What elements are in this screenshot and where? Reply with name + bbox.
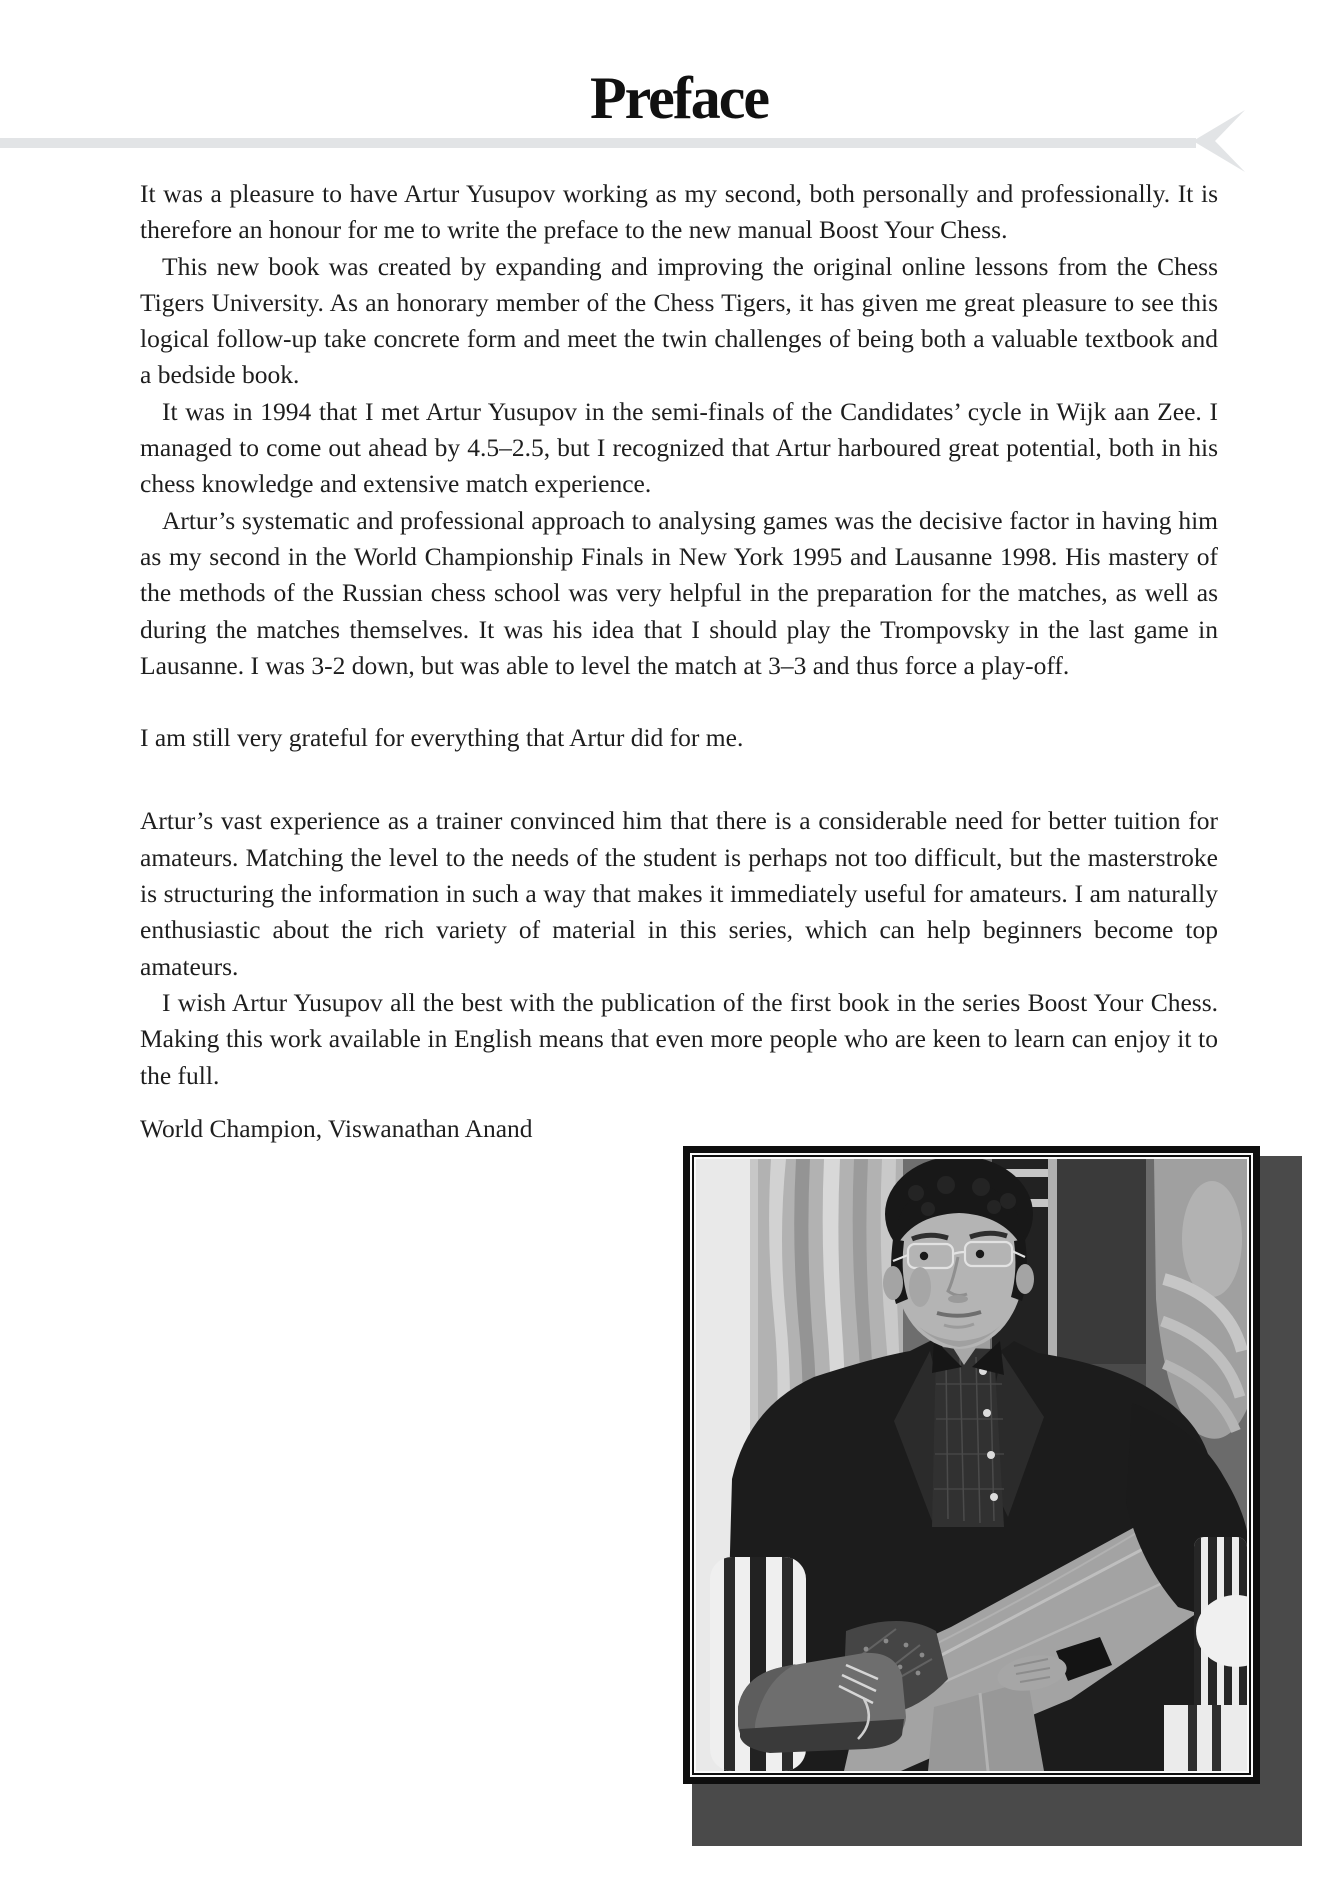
photo-frame-inner-white — [690, 1153, 1253, 1777]
page-title: Preface — [589, 65, 769, 131]
photo-frame-mat — [694, 1157, 1249, 1773]
paragraph-7: I wish Artur Yusupov all the best with the publication of the first book in the series Boost Your Chess. Making this work available in English means that even more people who are keen to learn can enjoy it to the full. — [140, 987, 1218, 1090]
paragraph-5: I am still very grateful for everything that Artur did for me. — [140, 723, 744, 753]
anand-photo — [683, 1146, 1260, 1784]
paragraph-1: It was a pleasure to have Artur Yusupov working as my second, both personally and professionally. It is therefore an honour for me to write the preface to the new manual Boost Your Chess. — [140, 179, 1218, 245]
photo-frame-inner-black — [692, 1155, 1251, 1775]
paragraph-2: This new book was created by expanding and improving the original online lessons from the Chess Tigers University. As an honorary member of the Chess Tigers, it has given me great pleasure to see this logical follow-up take concrete form and meet the twin challenges of being both a valuable textbook and a bedside book. — [140, 251, 1218, 390]
preface-text — [140, 176, 1218, 1147]
paragraph-3: It was in 1994 that I met Artur Yusupov in the semi-finals of the Candidates’ cycle in Wijk aan Zee. I managed to come out ahead by 4.5–2.5, but I recognized that Artur harboured great potential, both in his chess knowledge and extensive match experience. — [140, 396, 1218, 499]
anand-portrait — [696, 1159, 1247, 1771]
signature: World Champion, Viswanathan Anand — [140, 1113, 533, 1143]
paragraph-4: Artur’s systematic and professional approach to analysing games was the decisive factor in having him as my second in the World Championship Finals in New York 1995 and Lausanne 1998. His mastery of the methods of the Russian chess school was very helpful in the preparation for the matches, as well as during the matches themselves. It was his idea that I should play the Trompovsky in the last game in Lausanne. I was 3-2 down, but was able to level the match at 3–3 and thus force a play-off. — [140, 505, 1218, 680]
paragraph-6: Artur’s vast experience as a trainer convinced him that there is a considerable need for better tuition for amateurs. Matching the level to the needs of the student is perhaps not too difficult, but the masterstroke is structuring the information in such a way that makes it immediately useful for amateurs. I am naturally enthusiastic about the rich variety of material in this series, which can help beginners become top amateurs. — [140, 806, 1218, 981]
left-arrowhead-icon — [1193, 110, 1245, 172]
header-rule — [0, 138, 1196, 148]
